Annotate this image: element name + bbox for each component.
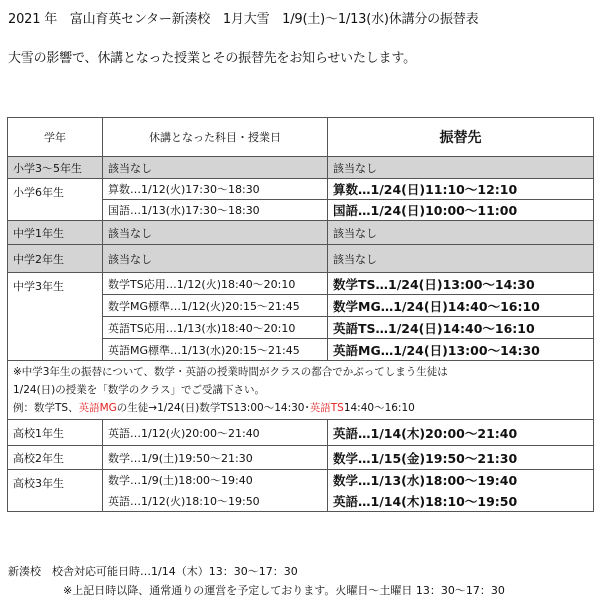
note-example-suffix: 14:40～16:10 xyxy=(343,402,415,414)
makeup-cell: 算数…1/24(日)11:10～12:10 xyxy=(328,179,594,200)
header-makeup: 振替先 xyxy=(328,118,594,157)
canceled-cell: 英語…1/12(火)20:00～21:40 xyxy=(103,420,328,446)
makeup-cell: 数学…1/15(金)19:50～21:30 xyxy=(328,446,594,470)
canceled-cell: 該当なし xyxy=(103,245,328,273)
canceled-cell: 該当なし xyxy=(103,157,328,179)
note-english-mg: 英語MG xyxy=(78,402,117,414)
grade-cell: 小学6年生 xyxy=(8,179,103,221)
canceled-cell: 数学MG標準…1/12(火)20:15～21:45 xyxy=(103,295,328,317)
makeup-cell: 数学TS…1/24(日)13:00～14:30 xyxy=(328,273,594,295)
grade-cell: 中学3年生 xyxy=(8,273,103,361)
makeup-cell: 国語…1/24(日)10:00～11:00 xyxy=(328,200,594,221)
grade-cell: 高校3年生 xyxy=(8,470,103,512)
canceled-cell: 国語…1/13(水)17:30～18:30 xyxy=(103,200,328,221)
page-title: 2021 年 富山育英センター新湊校 1月大雪 1/9(土)～1/13(水)休講分の振替表 xyxy=(8,12,479,27)
canceled-cell: 英語TS応用…1/13(水)18:40～20:10 xyxy=(103,317,328,339)
table-row xyxy=(8,470,594,491)
canceled-cell: 数学…1/9(土)18:00～19:40 xyxy=(103,470,328,491)
canceled-cell: 該当なし xyxy=(103,221,328,245)
canceled-cell: 英語MG標準…1/13(水)20:15～21:45 xyxy=(103,339,328,361)
table-row xyxy=(8,245,594,273)
notice-text: 大雪の影響で、休講となった授業とその振替先をお知らせいたします。 xyxy=(8,51,416,66)
table-row xyxy=(8,420,594,446)
makeup-cell: 該当なし xyxy=(328,157,594,179)
makeup-cell: 数学…1/13(水)18:00～19:40 xyxy=(328,470,594,491)
note-line-2: 1/24(日)の授業を「数学のクラス」でご受講下さい。 xyxy=(13,384,265,396)
canceled-cell: 数学…1/9(土)19:50～21:30 xyxy=(103,446,328,470)
note-cell xyxy=(8,361,594,420)
footer-note: ※上記日時以降、通常通りの運営を予定しております。火曜日～土曜日 13：30～17：30 xyxy=(63,584,505,597)
note-line-3 xyxy=(13,399,588,417)
table-header-row xyxy=(8,118,594,157)
note-example-middle: の生徒→1/24(日)数学TS13:00～14:30･ xyxy=(116,402,310,414)
header-canceled: 休講となった科目・授業日 xyxy=(103,118,328,157)
note-line-1: ※中学3年生の振替について、数学・英語の授業時間がクラスの都合でかぶってしまう生徒は xyxy=(13,366,448,378)
note-row xyxy=(8,361,594,420)
grade-cell: 小学3～5年生 xyxy=(8,157,103,179)
grade-cell: 高校1年生 xyxy=(8,420,103,446)
makeup-schedule-table xyxy=(7,117,594,512)
table-row xyxy=(8,273,594,295)
makeup-cell: 英語…1/14(木)18:10～19:50 xyxy=(328,491,594,512)
grade-cell: 中学1年生 xyxy=(8,221,103,245)
note-english-ts: 英語TS xyxy=(309,402,344,414)
table-row xyxy=(8,157,594,179)
makeup-cell: 英語TS…1/24(日)14:40～16:10 xyxy=(328,317,594,339)
makeup-cell: 英語MG…1/24(日)13:00～14:30 xyxy=(328,339,594,361)
table-row xyxy=(8,179,594,200)
footer-office-hours: 新湊校 校舎対応可能日時…1/14（木）13：30～17：30 xyxy=(8,565,298,578)
note-example-prefix: 例：数学TS、 xyxy=(13,402,79,414)
header-grade: 学年 xyxy=(8,118,103,157)
canceled-cell: 算数…1/12(火)17:30～18:30 xyxy=(103,179,328,200)
grade-cell: 中学2年生 xyxy=(8,245,103,273)
makeup-cell: 該当なし xyxy=(328,221,594,245)
makeup-cell: 数学MG…1/24(日)14:40～16:10 xyxy=(328,295,594,317)
grade-cell: 高校2年生 xyxy=(8,446,103,470)
table-row xyxy=(8,221,594,245)
canceled-cell: 数学TS応用…1/12(火)18:40～20:10 xyxy=(103,273,328,295)
makeup-cell: 該当なし xyxy=(328,245,594,273)
table-row xyxy=(8,446,594,470)
makeup-cell: 英語…1/14(木)20:00～21:40 xyxy=(328,420,594,446)
canceled-cell: 英語…1/12(火)18:10～19:50 xyxy=(103,491,328,512)
